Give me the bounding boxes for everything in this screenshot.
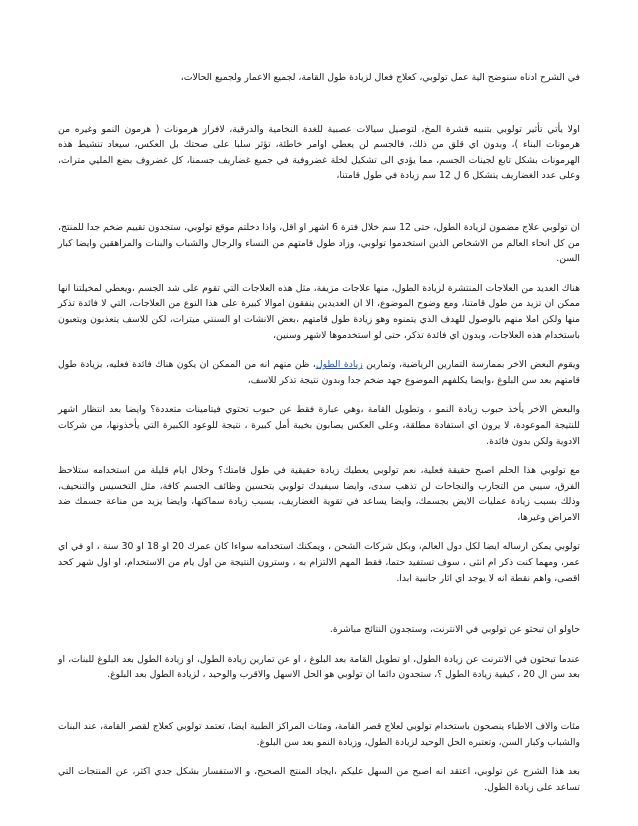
paragraph-guarantee: ان تولوبي علاج مضمون لزيادة الطول، حتى 12 سم خلال فترة 6 اشهر او اقل، واذا دخلتم موقع تولوبي، ستجدون تقييم ضخم جدا للمنتج، من كل انحاء العالم من الاشخاص الذين استخدموا تولوبي، وزاد طول قامتهم من النساء والرجال والشباب والبنات والمراهقين وايضا كبار السن. [58,221,580,265]
exercises-text-before: ويقوم البعض الاخر بممارسة التمارين الرياضية، وتمارين [362,359,580,371]
paragraph-pills: والبعض الاخر يأخذ حبوب زيادة النمو ، وتطويل القامة ،وهي عبارة فقط عن حبوب تحتوي فيتامينات متعددة؟ وايضا بعد انتظار اشهر للنتيجة الموعودة، لا يرون اي استفادة مطلقة، وعلى العكس يصابون بخيبة أمل كبيرة ، نتيجة للوعود الكبيرة التي يأخذونها، من شركات الادوية ولكن بدون فائدة. [58,404,580,447]
paragraph-exercises [58,357,580,388]
paragraph-dream: مع تولوبي هذا الحلم اصبح حقيقة فعلية، نعم تولوبي يعطيك زيادة حقيقية في طول قامتك؟ وخلال ايام قليلة من استخدامه ستلاحظ الفرق، سيبي من التجارب والنجاحات لن تذهب سدى، وايضا سيفيدك تولوبي بتحسين وظائف الجسم كافة، مثل التخسيس والتنحيف، وذلك بسبب زيادة عمليات الايض بجسمك، وايضا يساعد في تقوية الغضاريف، بسبب زيادة سماكتها، وايضا يزيد من مناعة جسمك ضد الامراض وغيرها، [58,465,580,523]
paragraph-conclusion: بعد هذا الشرح عن تولوبي، اعتقد انه اصبح من السهل عليكم ،ايجاد المنتج الصحيح، و الاستفسار بشكل جدي اكثر، عن المنتجات التي تساعد على زيادة الطول. [58,766,580,793]
paragraph-shipping: تولوبي يمكن ارساله ايضا لكل دول العالم، وبكل شركات الشحن ، ويمكنك استخدامه سواءا كان عمرك 20 او 18 او 30 سنة ، او في اي عمر، ومهما كنت ذكر ام انثى ، سوف تستفيد حتما، فقط المهم الالتزام به ، وسترون النتيجة من اول يام من الاستخدام، او اول شهر كحد اقصى، واهم نقطة انه لا يوجد اي اثار جانبية ابدا. [58,541,581,584]
paragraph-intro: في الشرح ادناه سنوضح الية عمل تولوبي، كعلاج فعال لزيادة طول القامة، لجميع الاعمار ولجميع الحالات، [180,72,580,83]
paragraph-fake-treatments: هناك العديد من العلاجات المنتشرة لزيادة الطول، منها علاجات مزيفة، مثل هذه العلاجات التي تقوم على شد الجسم ،ويعطي لمخيلتنا انها ممكن ان تزيد من طول قامتنا، ومع وضوح الموضوع، الا ان العديدين ينفقون اموالا كبيرة على هذا النوع من العلاجات، التي لا فائدة تذكر منها ولكن املا منهم بالوصول للهدف الذي يتمنوه وهو زيادة طول قامتهم ،بعض الانشات او السنتي ميترات، لكن للاسف يتعذبون ويتعبون باستخدام هذه العلاجات، وبدون اي فائدة تذكر، حتى لو استخدموها لاشهر وسنين، [58,282,580,341]
paragraph-hormones: اولا يأتي تأثير تولوبي بتنبيه قشرة المخ، لتوصيل سيالات عصبية للغدة النخامية والدرقية، لافراز هرمونات ( هرمون النمو وغيره من هرمونات البناء )، وبدون اي قلق من ذلك، فالجسم لن يعطي اوامر خاطئة، تؤثر سلبا على صحتك بل العكس، سيعاد تنشيط هذه الهرمونات بشكل تابع لجينات الجسم، مما يؤدي الى تشكيل لخلة غضروفية في جميع غضاريف جسمنا، كل غضروف بضع المليي مترات، وعلى عدد الغضاريف يتشكل 6 ل 12 سم زيادة في طول قامتنا، [58,123,580,182]
exercises-text-after: ، ظن منهم انه من الممكن ان يكون هناك فائدة فعليه، بزيادة طول قامتهم بعد سن البلوغ ،وايضا يكلفهم الموضوع جهد ضخم جدا وبدون نتيجة تذكر للاسف، [58,359,580,386]
paragraph-doctors: مئات والاف الاطباء ينصحون باستخدام تولوبي لعلاج قصر القامة، ومئات المراكز الطبية ايضا، تعتمد تولوبي كعلاج لقصر القامة، عند البنات والشباب وكبار السن، وتعتبره الحل الوحيد لزيادة الطول، وزيادة النمو بعد سن البلوغ. [58,721,580,748]
height-increase-link[interactable]: زيادة الطول [315,359,363,371]
paragraph-search-tip: حاولو ان تبحثو عن تولوبي في الانترنت، وستجدون النتائج مباشرة. [329,624,580,636]
paragraph-search-results: عندما تبحثون في الانترنت عن زيادة الطول، او تطويل القامة بعد البلوغ ، او عن تمارين زيادة الطول، او زيادة الطول بعد البلوغ للبنات، او بعد سن ال 20 ، كيفية زيادة الطول ؟، ستجدون دائما ان تولوبي هو الحل الاسهل والاقرب والوحيد ، لزيادة الطول بعد البلوغ. [58,653,580,681]
